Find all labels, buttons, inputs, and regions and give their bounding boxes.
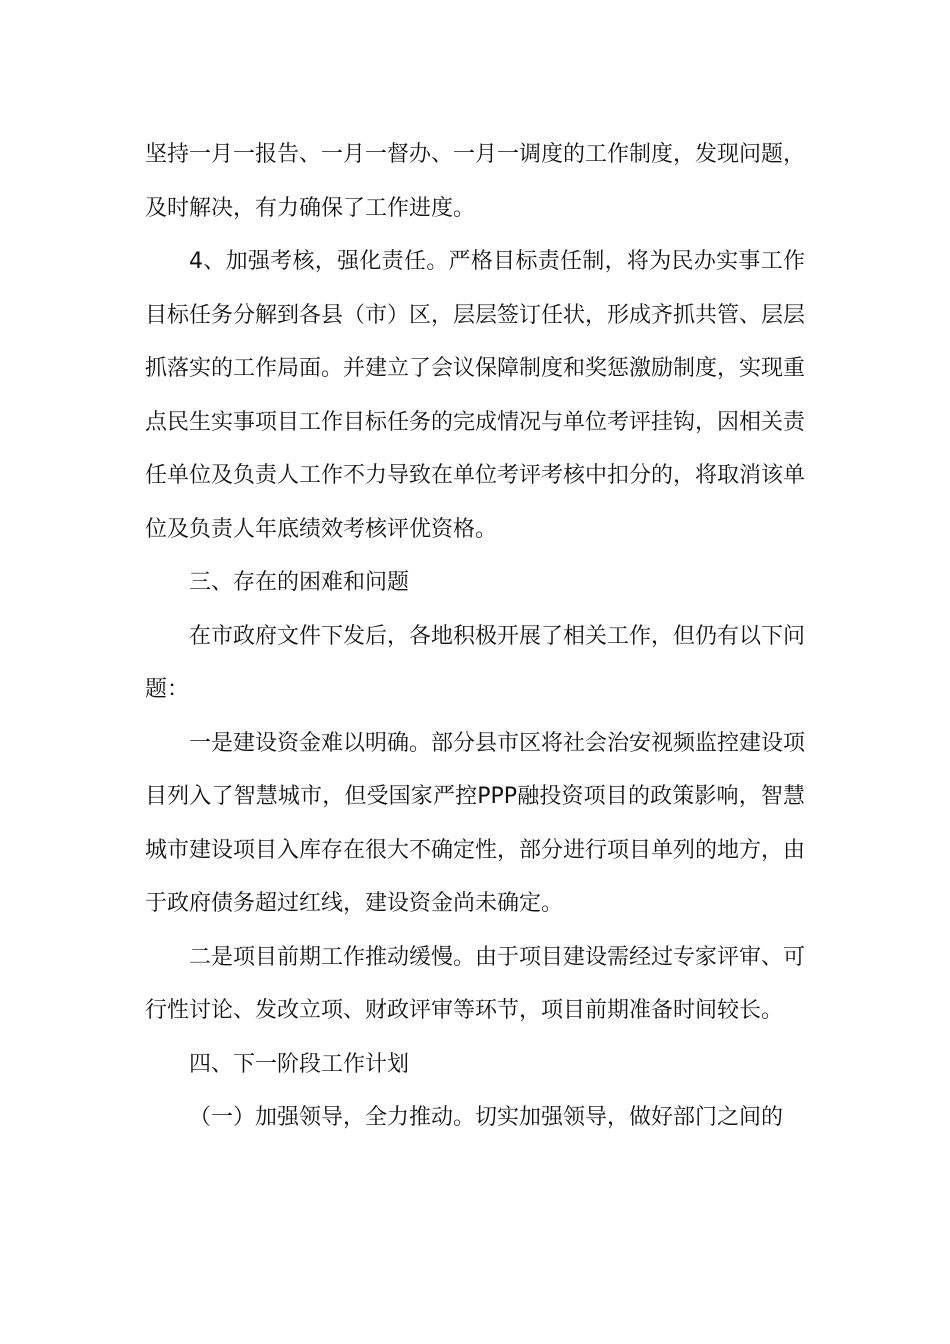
section-heading-3: 三、存在的困难和问题 (189, 570, 410, 595)
paragraph-problem-1: 一是建设资金难以明确。部分县市区将社会治安视频监控建设项目列入了智慧城市，但受国家严控PPP融投资项目的政策影响，智慧城市建设项目入库存在很大不确定性，部分进行项目单列的地方，由于政府债务超过红线，建设资金尚未确定。 (145, 730, 806, 916)
section-heading-4: 四、下一阶段工作计划 (189, 1051, 410, 1077)
document-body (145, 128, 805, 1145)
paragraph-continuation: 坚持一月一报告、一月一督办、一月一调度的工作制度，发现问题，及时解决，有力确保了工作进度。 (145, 142, 806, 221)
paragraph-intro-problems: 在市政府文件下发后，各地积极开展了相关工作，但仍有以下问题： (145, 623, 806, 702)
paragraph-item-4: 4、加强考核，强化责任。严格目标责任制，将为民办实事工作目标任务分解到各县（市）区，层层签订任状，形成齐抓共管、层层抓落实的工作局面。并建立了会议保障制度和奖惩激励制度，实现重点民生实事项目工作目标任务的完成情况与单位考评挂钩，因相关责任单位及负责人工作不力导致在单位考评考核中扣分的，将取消该单位及负责人年底绩效考核评优资格。 (145, 249, 806, 542)
paragraph-problem-2: 二是项目前期工作推动缓慢。由于项目建设需经过专家评审、可行性讨论、发改立项、财政评审等环节，项目前期准备时间较长。 (145, 944, 806, 1023)
paragraph-plan-1: （一）加强领导，全力推动。切实加强领导，做好部门之间的 (189, 1105, 784, 1130)
